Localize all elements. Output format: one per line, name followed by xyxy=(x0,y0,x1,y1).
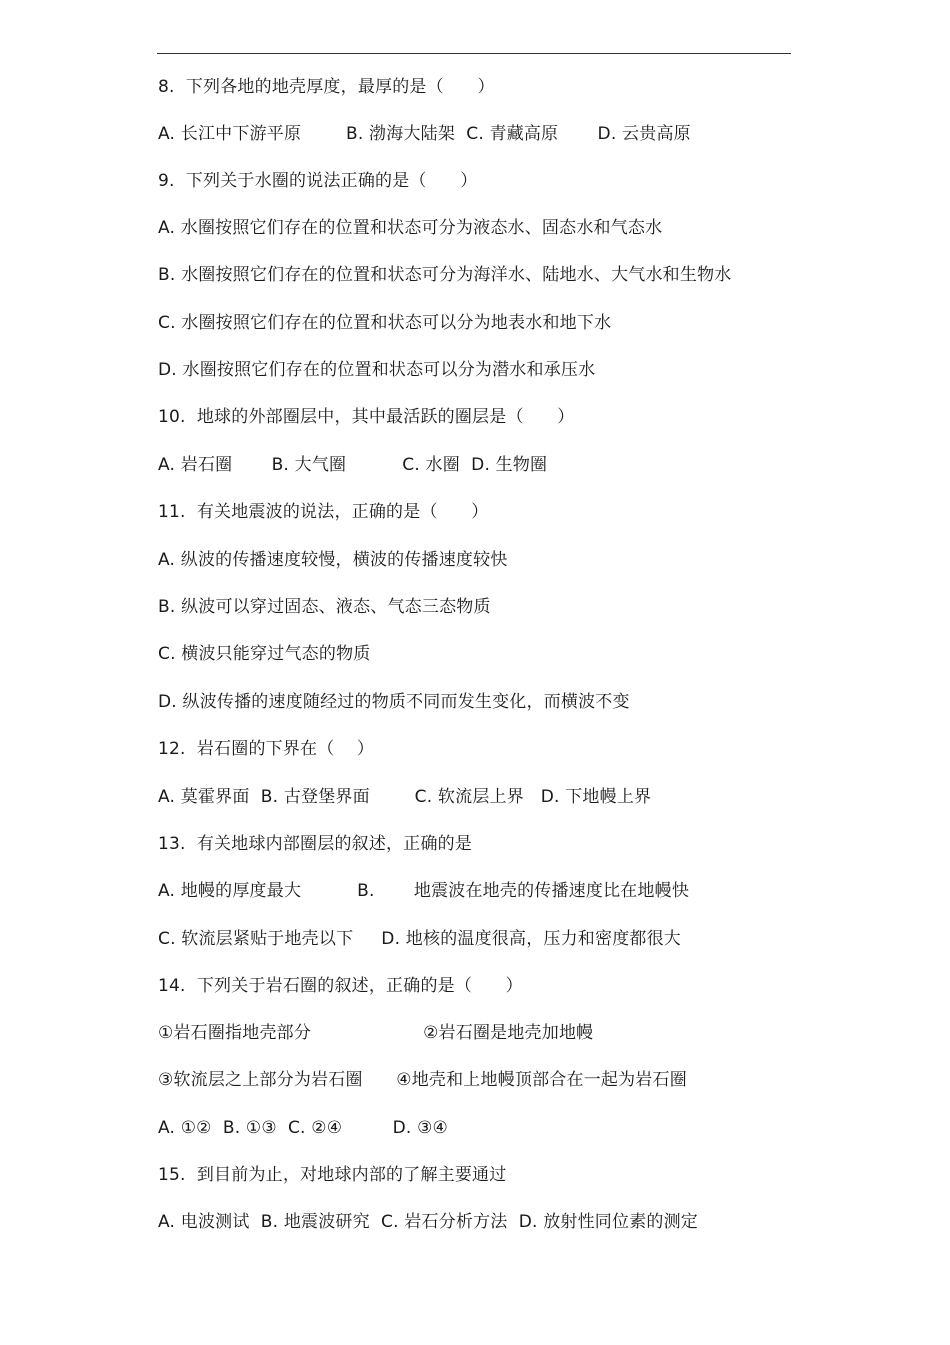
header-rule xyxy=(157,53,791,54)
question-11-option-a: A. 纵波的传播速度较慢，横波的传播速度较快 xyxy=(158,550,508,570)
question-9-option-c: C. 水圈按照它们存在的位置和状态可以分为地表水和地下水 xyxy=(158,313,612,333)
question-13-stem: 13. 有关地球内部圈层的叙述，正确的是 xyxy=(158,834,473,854)
question-9-option-a: A. 水圈按照它们存在的位置和状态可分为液态水、固态水和气态水 xyxy=(158,218,663,238)
question-9-option-b: B. 水圈按照它们存在的位置和状态可分为海洋水、陆地水、大气水和生物水 xyxy=(158,265,732,285)
question-15-stem: 15. 到目前为止，对地球内部的了解主要通过 xyxy=(158,1165,507,1185)
question-14-statements-12: ①岩石圈指地壳部分 ②岩石圈是地壳加地幔 xyxy=(158,1023,594,1043)
question-11-stem: 11. 有关地震波的说法，正确的是（ ） xyxy=(158,502,489,522)
question-9-option-d: D. 水圈按照它们存在的位置和状态可以分为潜水和承压水 xyxy=(158,360,596,380)
question-14-options: A. ①② B. ①③ C. ②④ D. ③④ xyxy=(158,1118,448,1138)
question-14-statements-34: ③软流层之上部分为岩石圈 ④地壳和上地幔顶部合在一起为岩石圈 xyxy=(158,1070,687,1090)
question-12-stem: 12. 岩石圈的下界在（ ） xyxy=(158,739,375,759)
question-14-stem: 14. 下列关于岩石圈的叙述，正确的是（ ） xyxy=(158,976,523,996)
question-11-option-c: C. 横波只能穿过气态的物质 xyxy=(158,644,371,664)
question-13-options-cd: C. 软流层紧贴于地壳以下 D. 地核的温度很高，压力和密度都很大 xyxy=(158,929,681,949)
question-10-options: A. 岩石圈 B. 大气圈 C. 水圈 D. 生物圈 xyxy=(158,455,548,475)
question-9-stem: 9. 下列关于水圈的说法正确的是（ ） xyxy=(158,171,478,191)
question-15-options: A. 电波测试 B. 地震波研究 C. 岩石分析方法 D. 放射性同位素的测定 xyxy=(158,1212,699,1232)
question-11-option-d: D. 纵波传播的速度随经过的物质不同而发生变化，而横波不变 xyxy=(158,692,630,712)
question-12-options: A. 莫霍界面 B. 古登堡界面 C. 软流层上界 D. 下地幔上界 xyxy=(158,787,652,807)
question-8-options: A. 长江中下游平原 B. 渤海大陆架 C. 青藏高原 D. 云贵高原 xyxy=(158,124,691,144)
question-13-options-ab: A. 地幔的厚度最大 B. 地震波在地壳的传播速度比在地幔快 xyxy=(158,881,690,901)
question-8-stem: 8. 下列各地的地壳厚度，最厚的是（ ） xyxy=(158,77,495,97)
question-11-option-b: B. 纵波可以穿过固态、液态、气态三态物质 xyxy=(158,597,491,617)
question-10-stem: 10. 地球的外部圈层中，其中最活跃的圈层是（ ） xyxy=(158,407,575,427)
